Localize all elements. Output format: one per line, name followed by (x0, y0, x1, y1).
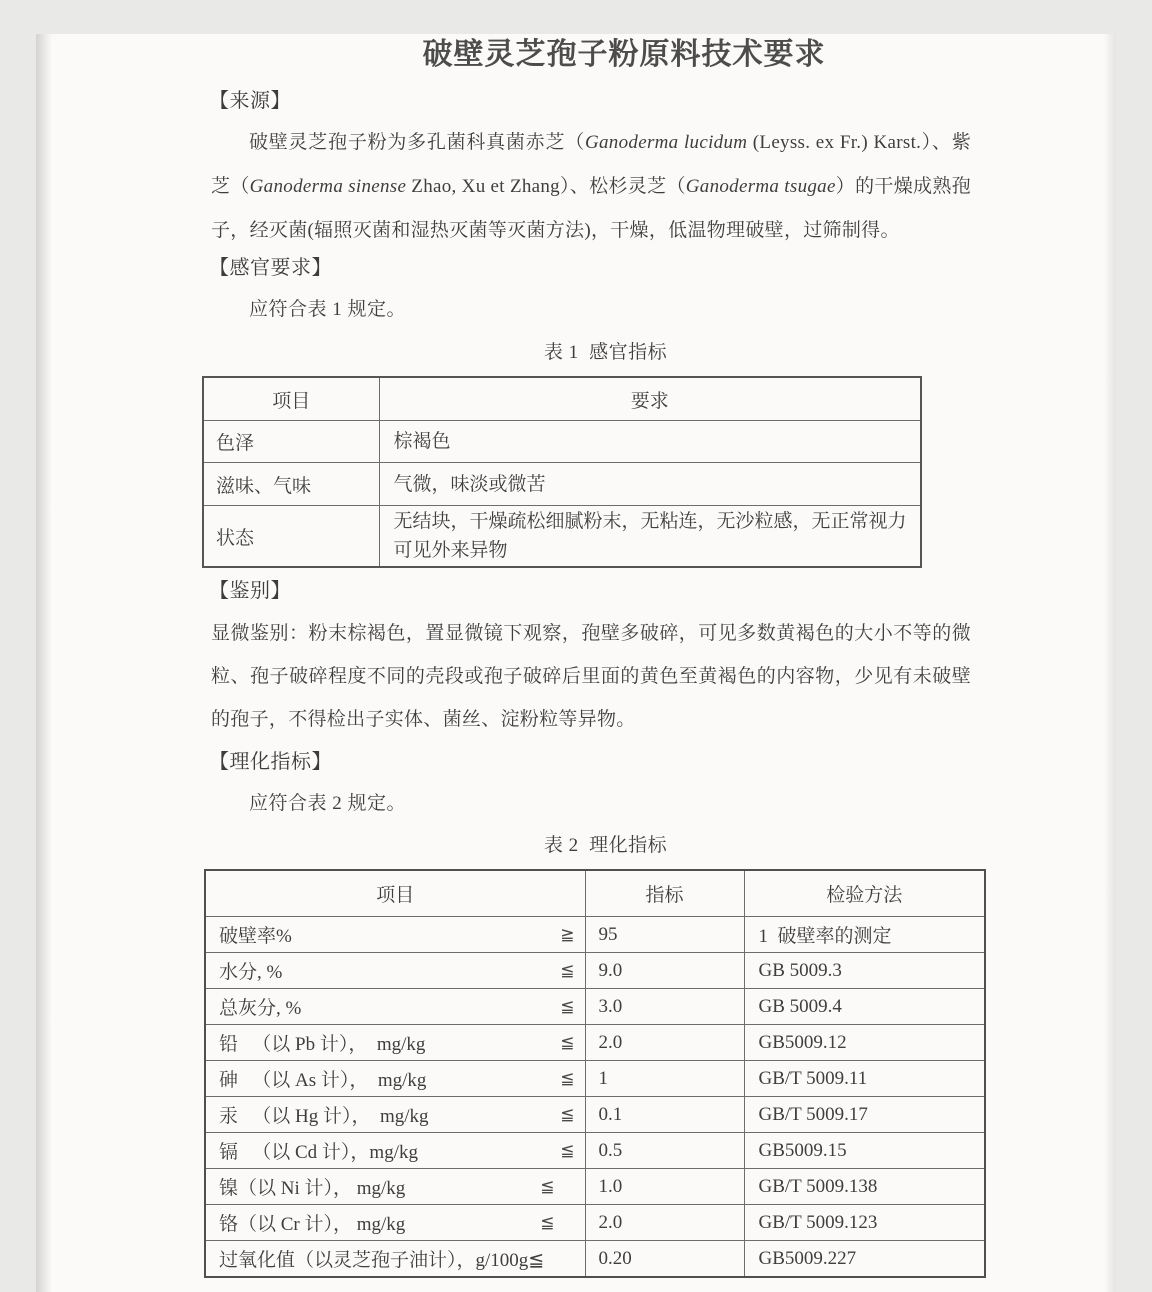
value-cell: 95 (585, 917, 744, 953)
item-label: 镉 （以 Cd 计），mg/kg (219, 1142, 418, 1163)
item-label: 铬（以 Cr 计）， mg/kg (219, 1214, 406, 1235)
table1-item-cell: 滋味、气味 (203, 463, 379, 506)
physchem-note: 应符合表 2 规定。 (249, 793, 407, 814)
le-symbol: ≦ (540, 1176, 555, 1197)
value-cell: 0.1 (585, 1097, 744, 1133)
value-cell: 3.0 (585, 989, 744, 1025)
table-row (203, 421, 921, 463)
table1-item-cell: 状态 (203, 506, 379, 568)
table-row (205, 1205, 985, 1241)
physchem-table (204, 869, 986, 1278)
le-symbol: ≦ (560, 1068, 575, 1089)
value-cell: 0.5 (585, 1133, 744, 1169)
table-row (205, 1097, 985, 1133)
table-row (205, 1061, 985, 1097)
section-heading-sensory: 【感官要求】 (209, 257, 332, 279)
identification-paragraph: 显微鉴别：粉末棕褐色，置显微镜下观察，孢壁多破碎，可见多数黄褐色的大小不等的微粒、孢子破碎程度不同的壳段或孢子破碎后里面的黄色至黄褐色的内容物，少见有未破壁的孢子，不得检出子实体、菌丝、淀粉粒等异物。 (211, 623, 971, 730)
table2-header-row (205, 870, 985, 917)
table-row (203, 506, 921, 568)
le-symbol: ≦ (560, 1032, 575, 1053)
value-cell: 2.0 (585, 1205, 744, 1241)
method-cell: GB/T 5009.138 (758, 1175, 878, 1197)
value-cell: 1 (585, 1061, 744, 1097)
value-cell: 9.0 (585, 953, 744, 989)
table-row (205, 1241, 985, 1278)
method-cell: GB5009.12 (758, 1031, 847, 1053)
document-page (36, 34, 1116, 1292)
method-cell: GB/T 5009.17 (758, 1103, 868, 1125)
value-cell: 1.0 (585, 1169, 744, 1205)
method-cell: 1 破壁率的测定 (758, 926, 892, 947)
table2-header-value: 指标 (585, 870, 744, 917)
table-row (205, 1133, 985, 1169)
value-cell: 0.20 (585, 1241, 744, 1278)
item-label: 过氧化值（以灵芝孢子油计），g/100g≦ (219, 1250, 545, 1271)
table2-header-item: 项目 (205, 870, 585, 917)
ge-symbol: ≧ (560, 924, 575, 945)
table1-caption: 表 1 感官指标 (543, 342, 668, 363)
le-symbol: ≦ (540, 1212, 555, 1233)
table-row (205, 1169, 985, 1205)
method-cell: GB5009.15 (758, 1139, 847, 1161)
le-symbol: ≦ (560, 996, 575, 1017)
table-row (205, 953, 985, 989)
method-cell: GB 5009.3 (758, 959, 842, 981)
section-heading-physchem: 【理化指标】 (209, 751, 332, 773)
table1-req-cell: 棕褐色 (379, 421, 921, 463)
table-row (205, 917, 985, 953)
item-label: 镍（以 Ni 计）， mg/kg (219, 1178, 406, 1199)
item-label: 铅 （以 Pb 计）， mg/kg (219, 1034, 426, 1055)
method-cell: GB 5009.4 (758, 995, 842, 1017)
le-symbol: ≦ (560, 1140, 575, 1161)
section-heading-source: 【来源】 (209, 90, 291, 112)
table-row (203, 463, 921, 506)
le-symbol: ≦ (560, 1104, 575, 1125)
item-label: 汞 （以 Hg 计）， mg/kg (219, 1106, 429, 1127)
document-content (202, 86, 984, 1278)
table2-header-method: 检验方法 (744, 870, 985, 917)
item-label: 砷 （以 As 计）， mg/kg (219, 1070, 427, 1091)
table1-header-row (203, 377, 921, 421)
item-label: 总灰分, % (219, 998, 302, 1019)
table1-header-item: 项目 (203, 377, 379, 421)
table1-item-cell: 色泽 (203, 421, 379, 463)
table1-req-cell: 气微，味淡或微苦 (379, 463, 921, 506)
le-symbol: ≦ (560, 960, 575, 981)
method-cell: GB5009.227 (758, 1247, 857, 1269)
table1-header-req: 要求 (379, 377, 921, 421)
table-row (205, 989, 985, 1025)
table2-caption: 表 2 理化指标 (543, 835, 668, 856)
sensory-note: 应符合表 1 规定。 (249, 299, 407, 320)
item-label: 水分, % (219, 962, 283, 983)
value-cell: 2.0 (585, 1025, 744, 1061)
method-cell: GB/T 5009.123 (758, 1211, 878, 1233)
table-row (205, 1025, 985, 1061)
method-cell: GB/T 5009.11 (758, 1067, 868, 1089)
document-title: 破壁灵芝孢子粉原料技术要求 (422, 38, 826, 71)
sensory-table (202, 376, 922, 568)
item-label: 破壁率% (219, 926, 292, 947)
section-heading-identification: 【鉴别】 (209, 580, 291, 602)
table1-req-cell: 无结块，干燥疏松细腻粉末，无粘连，无沙粒感，无正常视力可见外来异物 (379, 506, 921, 568)
source-paragraph: 破壁灵芝孢子粉为多孔菌科真菌赤芝（Ganoderma lucidum (Leyss. ex Fr.) Karst.）、紫芝（Ganoderma sinense Zhao, Xu et Zhang）、松杉灵芝（Ganoderma tsugae）的干燥成熟孢子，经灭菌(辐照灭菌和湿热灭菌等灭菌方法)，干燥，低温物理破壁，过筛制得。 (211, 132, 971, 241)
